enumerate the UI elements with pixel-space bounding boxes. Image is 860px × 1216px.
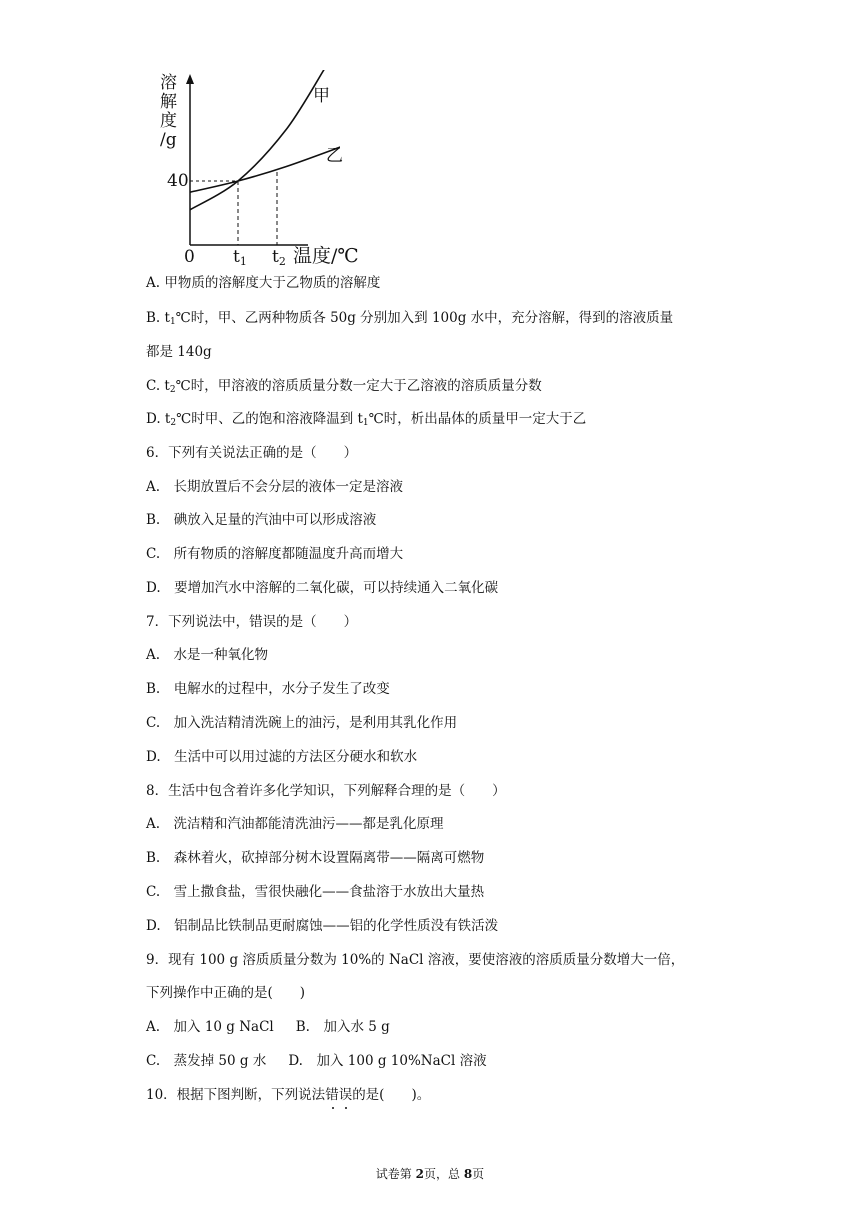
x-tick-t2: t2 — [272, 247, 286, 268]
x-tick-t1: t1 — [233, 247, 247, 268]
series-jia-line — [190, 70, 324, 210]
q5-option-a: A. 甲物质的溶解度大于乙物质的溶解度 — [146, 275, 381, 291]
q9-options-cd: C. 蒸发掉 50 g 水 D. 加入 100 g 10%NaCl 溶液 — [146, 1053, 487, 1069]
q5-option-d: D. t2℃时甲、乙的饱和溶液降温到 t1℃时，析出晶体的质量甲一定大于乙 — [146, 411, 587, 428]
page-footer: 试卷第 2页，总 8页 — [375, 1167, 485, 1181]
q6-stem: 6．下列有关说法正确的是（ ） — [146, 445, 358, 461]
y-tick-40: 40 — [167, 171, 189, 191]
series-jia-label: 甲 — [313, 86, 330, 106]
series-yi-label: 乙 — [326, 146, 343, 166]
q7-option-d: D. 生活中可以用过滤的方法区分硬水和软水 — [146, 749, 418, 765]
x-axis-label: 温度/℃ — [293, 245, 359, 267]
q8-option-c: C. 雪上撒食盐，雪很快融化——食盐溶于水放出大量热 — [146, 884, 485, 900]
q6-option-c: C. 所有物质的溶解度都随温度升高而增大 — [146, 546, 404, 562]
q8-stem: 8．生活中包含着许多化学知识，下列解释合理的是（ ） — [146, 783, 506, 799]
q7-option-b: B. 电解水的过程中，水分子发生了改变 — [146, 681, 390, 697]
solubility-chart — [160, 70, 359, 270]
y-axis-arrow — [186, 74, 194, 84]
x-tick-0: 0 — [184, 247, 195, 267]
q7-option-a: A. 水是一种氧化物 — [146, 647, 269, 663]
q6-option-a: A. 长期放置后不会分层的液体一定是溶液 — [146, 479, 404, 495]
q9-stem-line1: 9．现有 100 g 溶质质量分数为 10%的 NaCl 溶液，要使溶液的溶质质量分数增大一倍， — [146, 952, 685, 968]
q7-option-c: C. 加入洗洁精清洗碗上的油污，是利用其乳化作用 — [146, 715, 458, 731]
series-yi-line — [190, 146, 340, 192]
q8-option-b: B. 森林着火，砍掉部分树木设置隔离带——隔离可燃物 — [146, 850, 485, 866]
q8-option-a: A. 洗洁精和汽油都能清洗油污——都是乳化原理 — [146, 816, 444, 832]
y-axis-label: 溶 解 度 /g — [160, 73, 177, 150]
q7-stem: 7．下列说法中，错误的是（ ） — [146, 614, 358, 630]
q9-stem-line2: 下列操作中正确的是( ) — [146, 985, 306, 1001]
q8-option-d: D. 铝制品比铁制品更耐腐蚀——铝的化学性质没有铁活泼 — [146, 918, 499, 934]
q6-option-d: D. 要增加汽水中溶解的二氧化碳，可以持续通入二氧化碳 — [146, 580, 499, 596]
q5-option-b-line2: 都是 140g — [146, 344, 212, 360]
q10-stem: 10．根据下图判断，下列说法错误的是( )。 — [146, 1087, 431, 1103]
q5-option-b-line1: B. t1℃时，甲、乙两种物质各 50g 分别加入到 100g 水中，充分溶解，得到的溶液质量 — [146, 310, 674, 327]
q6-option-b: B. 碘放入足量的汽油中可以形成溶液 — [146, 512, 377, 528]
q5-option-c: C. t2℃时，甲溶液的溶质质量分数一定大于乙溶液的溶质质量分数 — [146, 378, 542, 395]
q9-options-ab: A. 加入 10 g NaCl B. 加入水 5 g — [146, 1019, 390, 1035]
